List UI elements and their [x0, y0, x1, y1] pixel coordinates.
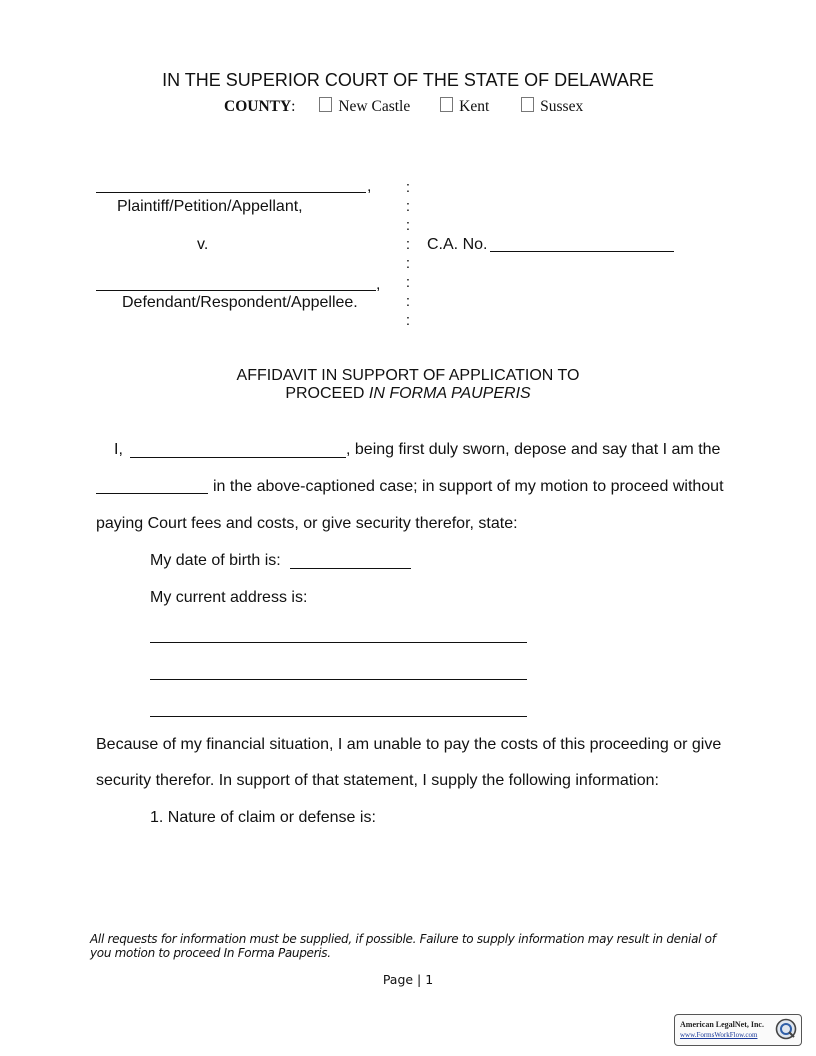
affiant-name-field[interactable]	[130, 457, 346, 458]
checkbox-icon[interactable]	[319, 97, 332, 112]
county-option-label: Sussex	[540, 98, 584, 115]
checkbox-icon[interactable]	[440, 97, 453, 112]
footnote: All requests for information must be supplied, if possible. Failure to supply information may result in denial of you motion to proceed In Forma Pauperis.	[90, 932, 716, 960]
defendant-name-field[interactable]	[96, 290, 376, 291]
court-title: IN THE SUPERIOR COURT OF THE STATE OF DELAWARE	[162, 70, 654, 90]
address-line-1-field[interactable]	[150, 642, 527, 643]
caption-divider	[404, 178, 412, 330]
defendant-comma: ,	[376, 276, 381, 293]
globe-icon	[775, 1018, 797, 1040]
county-option-new-castle[interactable]	[319, 97, 410, 116]
page-number: Page | 1	[382, 972, 434, 987]
plaintiff-name-field[interactable]	[96, 192, 366, 193]
publisher-name: American LegalNet, Inc.	[680, 1020, 764, 1029]
caption-colon: :	[405, 198, 411, 215]
party-role-field[interactable]	[96, 493, 208, 494]
caption-colon: :	[405, 293, 411, 310]
county-colon: :	[291, 98, 296, 115]
captioned-statement: in the above-captioned case; in support of my motion to proceed without	[213, 478, 724, 495]
affidavit-title-line1: AFFIDAVIT IN SUPPORT OF APPLICATION TO	[236, 367, 580, 384]
caption-colon: :	[405, 274, 411, 291]
affiant-prefix: I,	[114, 441, 123, 458]
dob-field[interactable]	[290, 568, 411, 569]
county-selector	[224, 97, 583, 116]
caption-colon: :	[405, 236, 411, 253]
county-option-kent[interactable]	[440, 97, 489, 116]
publisher-url[interactable]: www.FormsWorkFlow.com	[680, 1031, 758, 1039]
versus-label: v.	[197, 236, 209, 253]
claim-item-1: 1. Nature of claim or defense is:	[150, 809, 376, 826]
caption-colon: :	[405, 255, 411, 272]
caption-colon: :	[405, 179, 411, 196]
paying-statement: paying Court fees and costs, or give security therefor, state:	[96, 515, 518, 532]
county-option-sussex[interactable]	[521, 97, 583, 116]
caption-colon: :	[405, 217, 411, 234]
dob-label: My date of birth is:	[150, 552, 281, 569]
defendant-label: Defendant/Respondent/Appellee.	[122, 294, 358, 311]
affidavit-title-line2	[0, 385, 816, 403]
county-label: COUNTY	[224, 98, 292, 115]
county-option-label: Kent	[459, 98, 490, 115]
ca-number-field[interactable]	[490, 251, 674, 252]
title-in-forma-pauperis: IN FORMA PAUPERIS	[368, 385, 531, 402]
financial-statement: Because of my financial situation, I am unable to pay the costs of this proceeding or give	[96, 736, 722, 753]
security-statement: security therefor. In support of that statement, I supply the following information:	[96, 772, 659, 789]
county-option-label: New Castle	[338, 98, 411, 115]
ca-number-label: C.A. No.	[427, 236, 488, 253]
caption-colon: :	[405, 312, 411, 329]
plaintiff-comma: ,	[367, 178, 372, 195]
address-line-2-field[interactable]	[150, 679, 527, 680]
sworn-statement: , being first duly sworn, depose and say that I am the	[346, 441, 721, 458]
plaintiff-label: Plaintiff/Petition/Appellant,	[117, 198, 303, 215]
address-label: My current address is:	[150, 589, 308, 606]
title-proceed: PROCEED	[285, 385, 369, 402]
publisher-logo[interactable]	[674, 1014, 802, 1046]
checkbox-icon[interactable]	[521, 97, 534, 112]
address-line-3-field[interactable]	[150, 716, 527, 717]
